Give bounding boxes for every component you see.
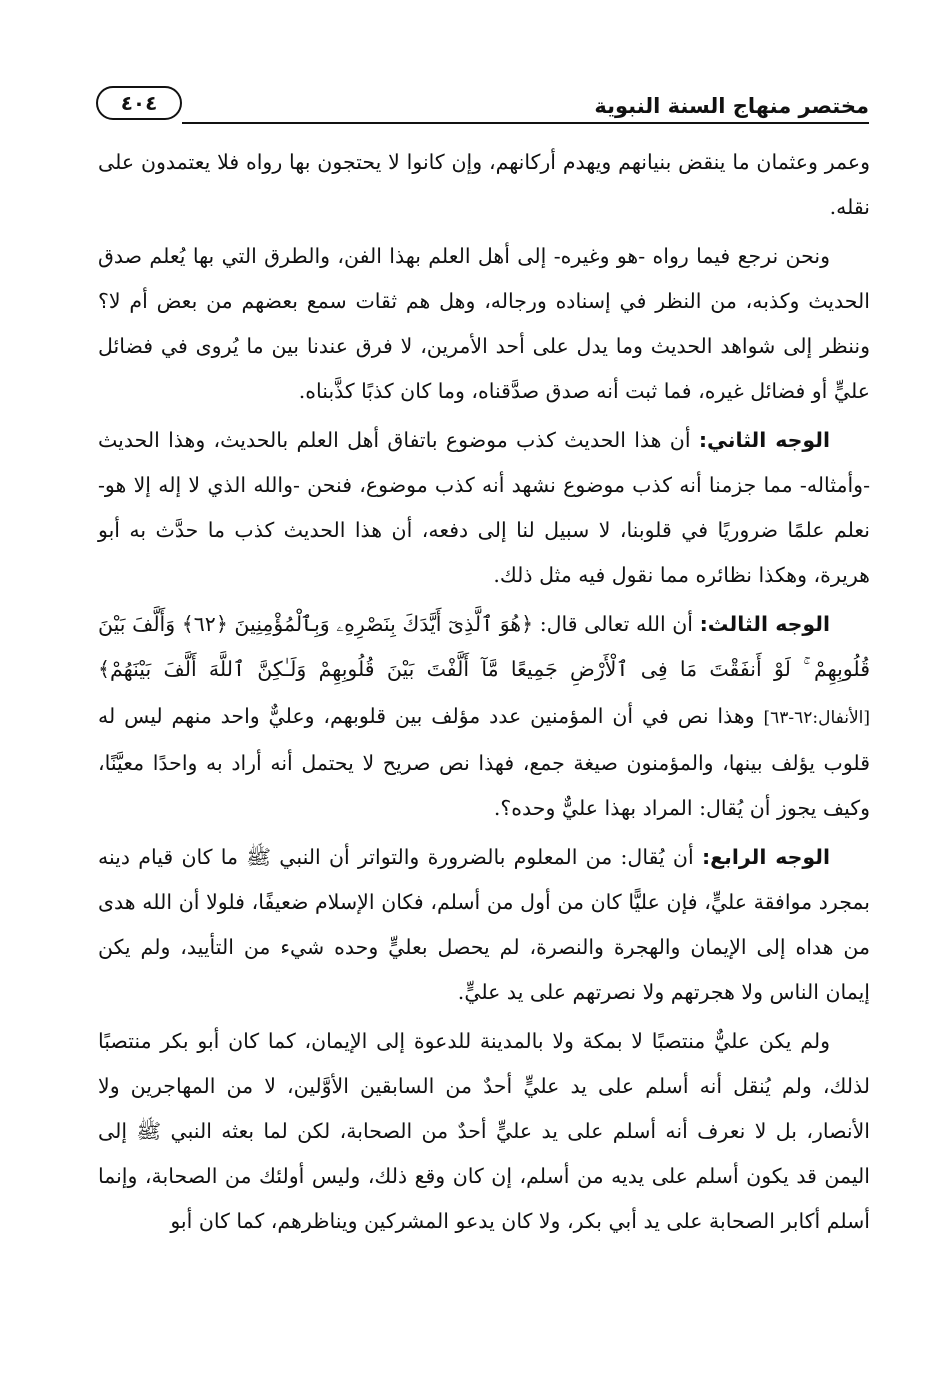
book-title: مختصر منهاج السنة النبوية xyxy=(594,94,869,118)
paragraph-6: ولم يكن عليٌّ منتصبًا لا بمكة ولا بالمدينة للدعوة إلى الإيمان، كما كان أبو بكر منتصبًا لذلك، ولم يُنقل أنه أسلم على يد عليٍّ أحدٌ من السابقين الأوَّلين، لا من المهاجرين ولا الأنصار، بل لا نعرف أنه أسلم على يد عليٍّ أحدٌ من الصحابة، لكن لما بعثه النبي ﷺ إلى اليمن قد يكون أسلم على يديه من أسلم، إن كان وقع ذلك، وليس أولئك من الصحابة، وإنما أسلم أكابر الصحابة على يد أبي بكر، ولا كان يدعو المشركين ويناظرهم، كما كان أبو xyxy=(98,1029,870,1233)
paragraph-1: وعمر وعثمان ما ينقض بنيانهم ويهدم أركانهم، وإن كانوا لا يحتجون بها رواه فلا يعتمدون على نقله. xyxy=(98,150,870,219)
paragraph-3-text: أن هذا الحديث كذب موضوع باتفاق أهل العلم بالحديث، وهذا الحديث -وأمثاله- مما جزمنا أنه كذب موضوع نشهد أنه كذب موضوع، فنحن -والله الذي لا إله إلا هو- نعلم علمًا ضروريًا في قلوبنا، لا سبيل لنا إلى دفعه، أن هذا الحديث كذب ما حدَّث به أبو هريرة، وهكذا نظائره مما نقول فيه مثل ذلك. xyxy=(98,428,870,587)
section-heading-second-aspect: الوجه الثاني: xyxy=(698,428,830,452)
verse-reference: [الأنفال:٦٢-٦٣] xyxy=(763,708,870,728)
paragraph-4-intro: أن الله تعالى قال: xyxy=(533,612,700,636)
quran-verse: ﴿هُوَ ٱلَّذِىٓ أَيَّدَكَ بِنَصْرِهِۦ وَبِٱلْمُؤْمِنِينَ ﴿٦٢﴾ وَأَلَّفَ بَيْنَ قُلُوبِهِمْ ۚ لَوْ أَنفَقْتَ مَا فِى ٱلْأَرْضِ جَمِيعًا مَّآ أَلَّفْتَ بَيْنَ قُلُوبِهِمْ وَلَـٰكِنَّ ٱللَّهَ أَلَّفَ بَيْنَهُمْ﴾ xyxy=(98,612,870,681)
paragraph-5-text: أن يُقال: من المعلوم بالضرورة والتواتر أن النبي ﷺ ما كان قيام دينه بمجرد موافقة عليٍّ، فإن عليًّا كان من أول من أسلم، فكان الإسلام ضعيفًا، فلولا أن الله هدى من هداه إلى الإيمان والهجرة والنصرة، لم يحصل بعليٍّ وحده شيء من التأييد، ولم يكن إيمان الناس ولا هجرتهم ولا نصرتهم على يد عليٍّ. xyxy=(98,845,870,1004)
header-rule xyxy=(182,122,869,124)
section-heading-fourth-aspect: الوجه الرابع: xyxy=(701,845,831,869)
paragraph-5 xyxy=(98,835,870,1015)
section-heading-third-aspect: الوجه الثالث: xyxy=(699,612,830,636)
paragraph-4-text: وهذا نص في أن المؤمنين عدد مؤلف بين قلوبهم، وعليٌّ واحد منهم ليس له قلوب يؤلف بينها، والمؤمنون صيغة جمع، فهذا نص صريح لا يحتمل أنه أراد به واحدًا معيَّنًا، وكيف يجوز أن يُقال: المراد بهذا عليٌّ وحده؟. xyxy=(98,704,870,820)
page-body xyxy=(98,140,870,1248)
page-number: ٤٠٤ xyxy=(96,86,182,120)
paragraph-2: ونحن نرجع فيما رواه -هو وغيره- إلى أهل العلم بهذا الفن، والطرق التي بها يُعلم صدق الحديث وكذبه، من النظر في إسناده ورجاله، وهل هم ثقات سمع بعضهم من بعض أم لا؟ وننظر إلى شواهد الحديث وما يدل على أحد الأمرين، لا فرق عندنا بين ما يُروى في فضائل عليٍّ أو فضائل غيره، فما ثبت أنه صدق صدَّقناه، وما كان كذبًا كذَّبناه. xyxy=(98,244,870,403)
running-header xyxy=(96,86,869,126)
paragraph-4 xyxy=(98,602,870,831)
paragraph-3 xyxy=(98,418,870,598)
